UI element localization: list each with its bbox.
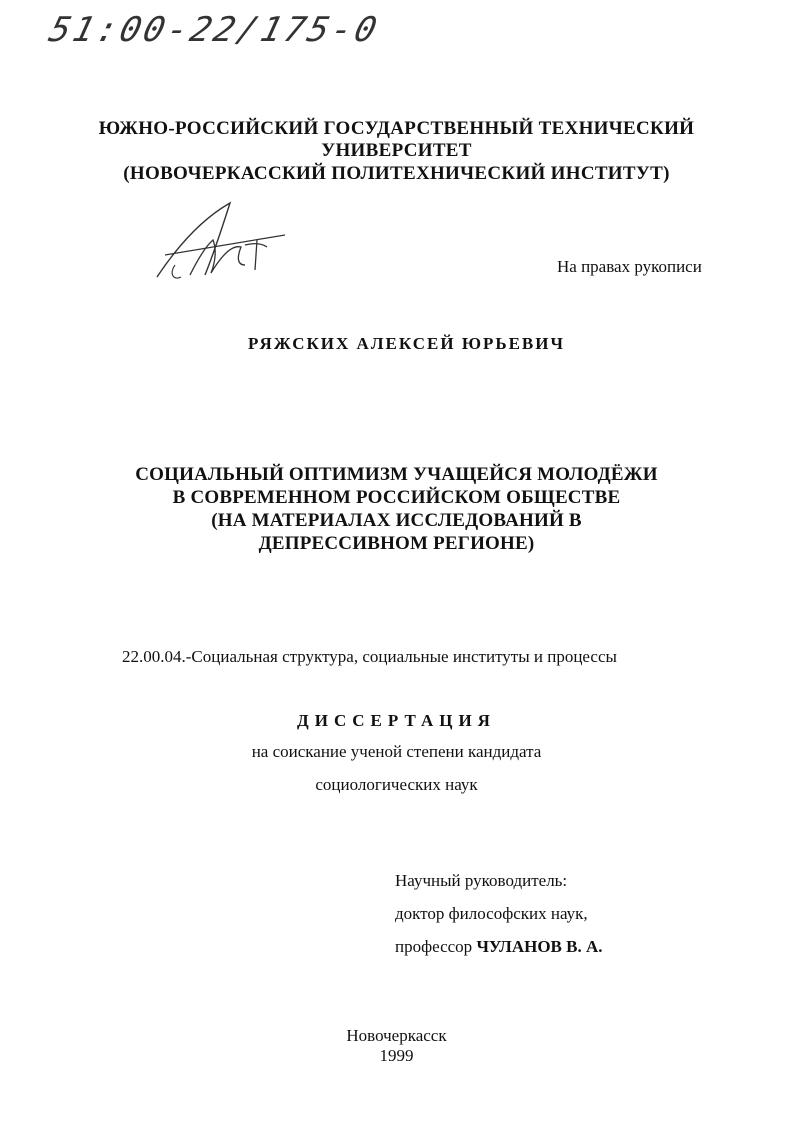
year: 1999 [379, 1046, 414, 1065]
university-name-line-2: УНИВЕРСИТЕТ [321, 140, 472, 161]
supervisor-degree: доктор философских наук, [395, 904, 588, 923]
thesis-title-line-3: (НА МАТЕРИАЛАХ ИССЛЕДОВАНИЙ В [211, 510, 582, 531]
specialty-code: 22.00.04.-Социальная структура, социальные институты и процессы [122, 647, 617, 666]
university-name-line-3: (НОВОЧЕРКАССКИЙ ПОЛИТЕХНИЧЕСКИЙ ИНСТИТУТ) [123, 163, 670, 184]
thesis-title-line-1: СОЦИАЛЬНЫЙ ОПТИМИЗМ УЧАЩЕЙСЯ МОЛОДЁЖИ [135, 464, 658, 485]
archive-code: 51:00-22/175-0 [45, 10, 384, 50]
work-type: ДИССЕРТАЦИЯ [297, 711, 496, 730]
university-name-line-1: ЮЖНО-РОССИЙСКИЙ ГОСУДАРСТВЕННЫЙ ТЕХНИЧЕСКИЙ [98, 118, 695, 139]
supervisor-name: ЧУЛАНОВ В. А. [476, 937, 603, 956]
supervisor-title: профессор [395, 937, 473, 956]
thesis-title-line-4: ДЕПРЕССИВНОМ РЕГИОНЕ) [258, 533, 535, 554]
signature-icon [145, 195, 295, 290]
thesis-title-line-2: В СОВРЕМЕННОМ РОССИЙСКОМ ОБЩЕСТВЕ [172, 487, 621, 508]
supervisor-label: Научный руководитель: [395, 871, 568, 890]
degree-line-2: социологических наук [315, 775, 478, 794]
author-name: РЯЖСКИХ АЛЕКСЕЙ ЮРЬЕВИЧ [248, 334, 565, 353]
degree-line-1: на соискание ученой степени кандидата [251, 742, 542, 761]
manuscript-rights: На правах рукописи [557, 257, 702, 276]
city: Новочеркасск [346, 1026, 447, 1045]
supervisor-line [395, 937, 603, 957]
